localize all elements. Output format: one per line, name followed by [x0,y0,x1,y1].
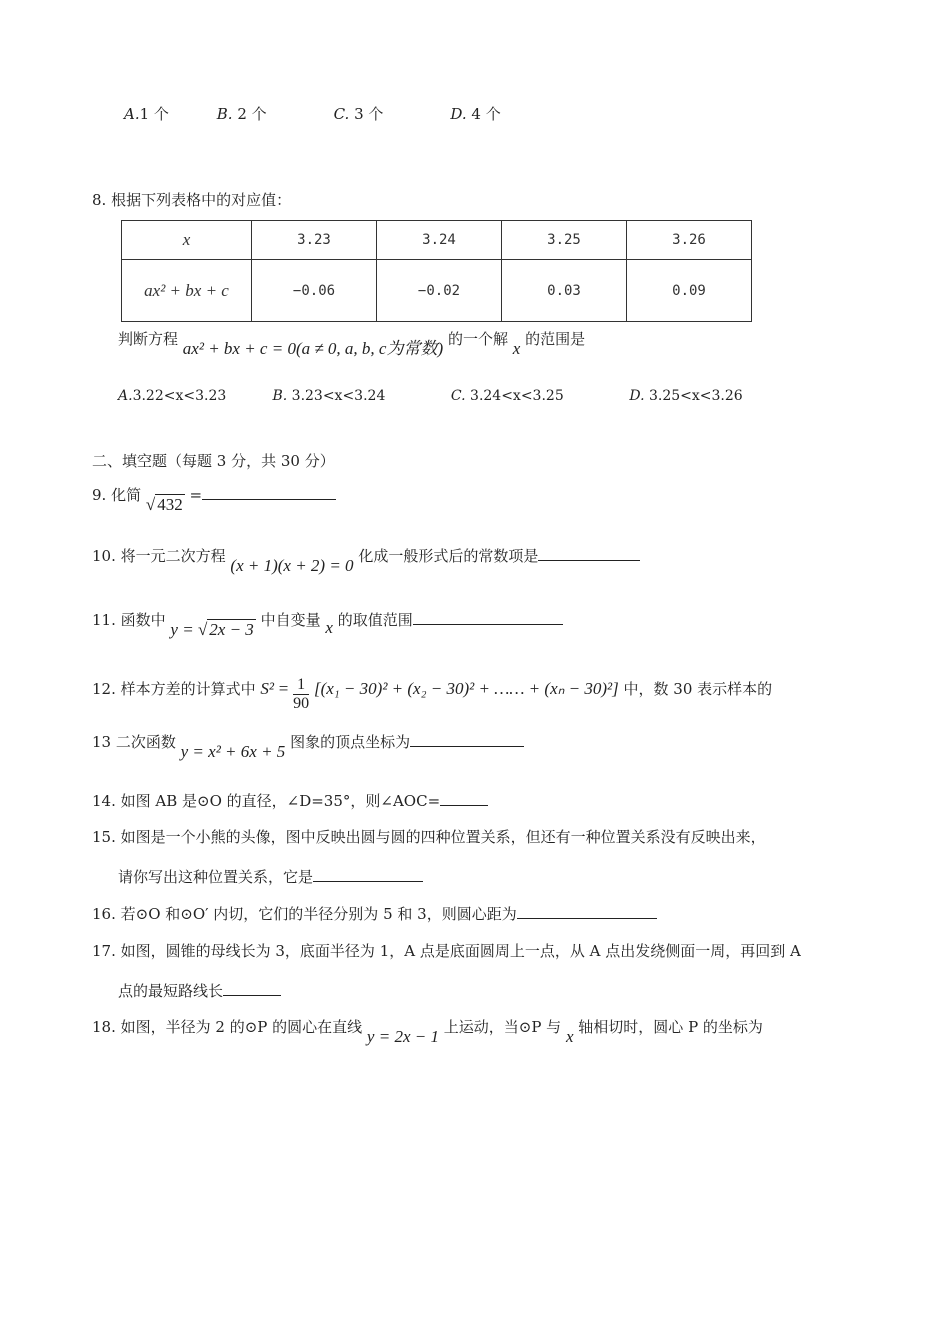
q9-answer-blank[interactable] [202,485,336,500]
table-cell: 0.03 [502,260,627,322]
q13-equation: y = x² + 6x + 5 [180,742,286,761]
q16: 16. 若⊙O 和⊙O′ 内切，它们的半径分别为 5 和 3，则圆心距为 [92,903,657,924]
q7-option-d: D. 4 个 [450,105,501,123]
table-cell: 0.09 [627,260,752,322]
q9: 9. 化简 √ 432 = [92,484,336,515]
q10-equation: (x + 1)(x + 2) = 0 [230,556,354,575]
q10-answer-blank[interactable] [538,546,640,561]
q8-option-d: D. 3.25<x<3.26 [629,388,743,404]
q11-answer-blank[interactable] [413,610,563,625]
q8-value-table [121,220,752,322]
q8-judge-line: 判断方程 ax² + bx + c = 0(a ≠ 0, a, b, c为常数) 的一个解 x 的范围是 [118,330,586,358]
q15-line2: 请你写出这种位置关系，它是 [118,866,423,887]
q9-sqrt: √ 432 [145,495,183,514]
table-cell: 3.24 [377,221,502,260]
q11: 11. 函数中 y = √ 2x − 3 中自变量 x 的取值范围 [92,609,563,640]
table-row [122,260,752,322]
q8-option-c: C. 3.24<x<3.25 [450,388,564,404]
q18: 18. 如图，半径为 2 的⊙P 的圆心在直线 y = 2x − 1 上运动，当⊙P 与 x 轴相切时，圆心 P 的坐标为 [92,1018,763,1046]
table-cell: 3.23 [252,221,377,260]
q14: 14. 如图 AB 是⊙O 的直径，∠D=35°，则∠AOC= [92,790,488,811]
q14-answer-blank[interactable] [440,791,488,806]
section-title: 二、填空题（每题 3 分，共 30 分） [92,452,335,470]
q8-option-a: A.3.22<x<3.23 [118,388,227,404]
q8-options [118,388,743,404]
table-cell: −0.06 [252,260,377,322]
table-cell: 3.26 [627,221,752,260]
q8-stem: 8. 根据下列表格中的对应值： [92,191,292,209]
q16-answer-blank[interactable] [517,904,657,919]
q7-option-a: A.1 个 [124,105,169,123]
q15-answer-blank[interactable] [313,867,423,882]
q17-line1: 17. 如图，圆锥的母线长为 3，底面半径为 1，A 点是底面圆周上一点，从 A 点出发绕侧面一周，再回到 A [92,942,801,960]
table-cell: 3.25 [502,221,627,260]
q13-answer-blank[interactable] [410,732,524,747]
q10: 10. 将一元二次方程 (x + 1)(x + 2) = 0 化成一般形式后的常数项是 [92,545,640,576]
table-row [122,221,752,260]
q7-option-b: B. 2 个 [216,105,267,123]
table-cell: −0.02 [377,260,502,322]
q11-equation: y = √ 2x − 3 [170,620,254,639]
q13: 13 二次函数 y = x² + 6x + 5 图象的顶点坐标为 [92,731,524,762]
q17-answer-blank[interactable] [223,981,281,996]
table-header-x: x [122,221,252,260]
q18-equation: y = 2x − 1 [366,1027,439,1046]
q7-option-c: C. 3 个 [333,105,384,123]
q17-line2: 点的最短路线长 [118,980,281,1001]
q8-equation: ax² + bx + c = 0(a ≠ 0, a, b, c为常数) [182,339,444,358]
q15-line1: 15. 如图是一个小熊的头像，图中反映出圆与圆的四种位置关系，但还有一种位置关系没有反映出来， [92,828,766,846]
q12-expression: [(x₁ − 30)² + (x₂ − 30)² + …… + (xₙ − 30)²] [313,679,619,698]
q12: 12. 样本方差的计算式中 S² = $\frac{1}{90}$ [(x₁ − 30)² + (x₂ − 30)² + …… + (xₙ − 30)²] 中，数 30 表示样本的 [92,676,773,712]
q8-option-b: B. 3.23<x<3.24 [272,388,386,404]
q12-fraction: $\frac{1}{90}$ [293,676,310,712]
q7-options [124,103,501,124]
table-header-poly: ax² + bx + c [122,260,252,322]
